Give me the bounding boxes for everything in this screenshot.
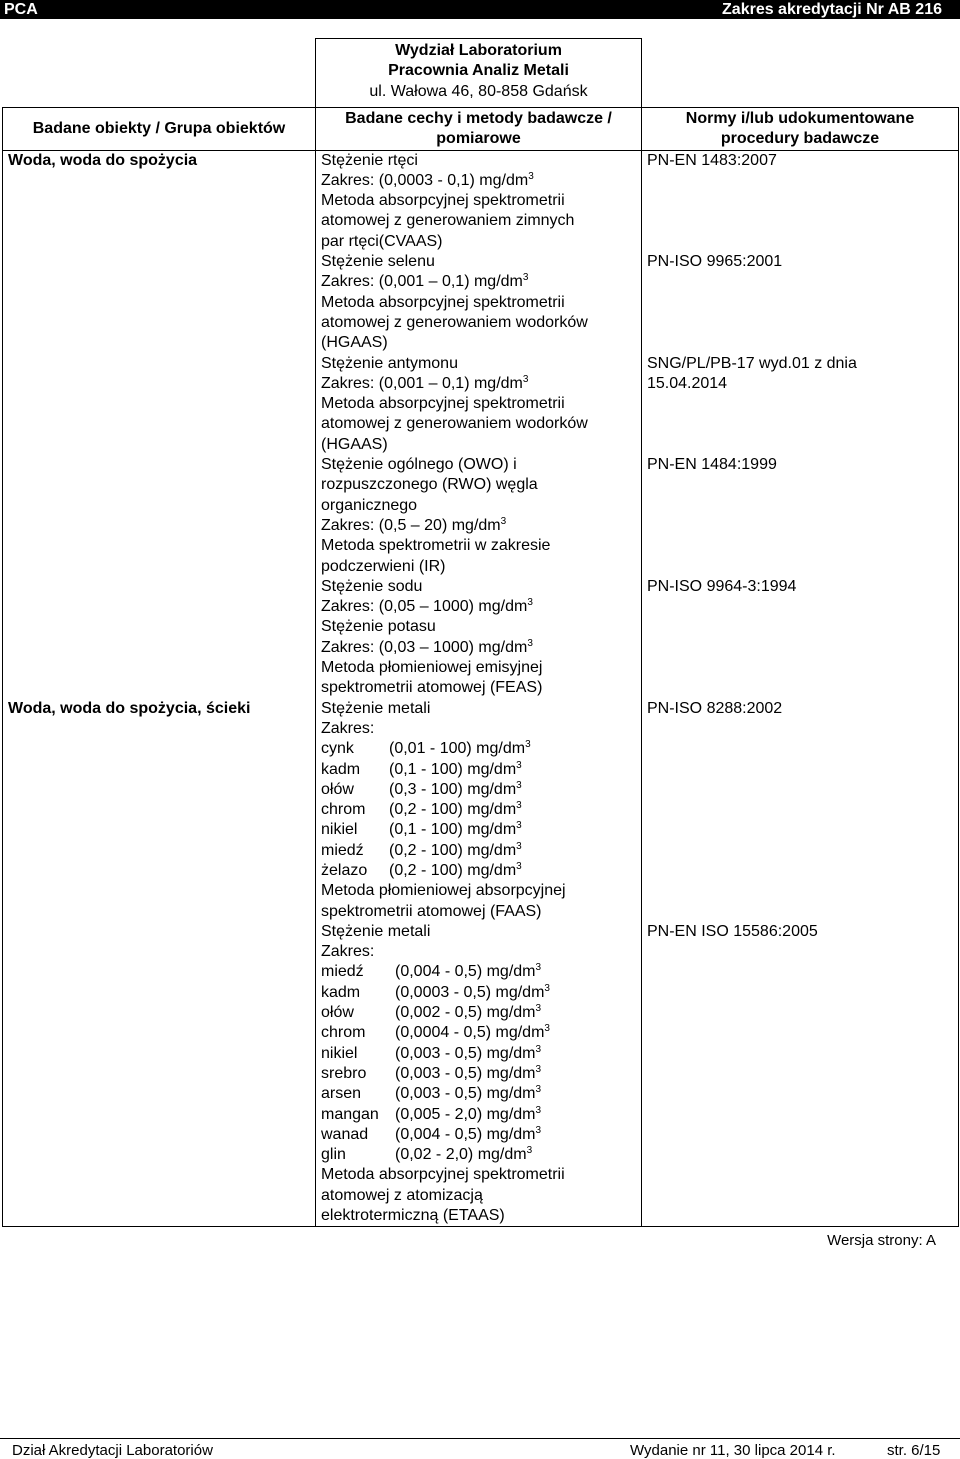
metal-range: (0,2 - 100) mg/dm — [389, 801, 517, 819]
metal-name: cynk — [321, 740, 354, 758]
col-objects-header: Badane obiekty / Grupa obiektów — [3, 108, 316, 151]
metal-range: (0,1 - 100) mg/dm — [389, 760, 517, 778]
metal-range: (0,3 - 100) mg/dm — [389, 780, 517, 798]
metal-row: arsen (0,003 - 0,5) $mg/dm^3$ — [321, 1084, 641, 1104]
lab-unit: Pracownia Analiz Metali — [388, 62, 569, 80]
metal-name: chrom — [321, 801, 366, 819]
metal-range: (0,003 - 0,5) mg/dm — [395, 1044, 536, 1062]
metal-name: mangan — [321, 1105, 379, 1123]
metals-list-faas — [321, 739, 641, 881]
norms-cell: PN-EN 1483:2007 PN-ISO 9965:2001 SNG/PL/PB-17 wyd.01 z dnia 15.04.2014 PN-EN 1484:1999 PN-ISO 9964-3:1994 — [642, 150, 959, 699]
accreditation-table — [2, 38, 959, 1227]
page-header-bar — [0, 0, 960, 19]
footer-right: str. 6/15 — [887, 1442, 941, 1459]
method-cell: Stężenie rtęci Zakres: (0,0003 - 0,1) $mg/dm^3$ Metoda absorpcyjnej spektrometrii atomowej z generowaniem zimnych par rtęci(CVAAS) Stężenie selenu Zakres: (0,001 – 0,1) $mg/dm^3$ Metoda absorpcyjnej spektrometrii atomowej z generowaniem wodorków (HGAAS) Stężenie antymonu Zakres: (0,001 – 0,1) $mg/dm^3$ Metoda absorpcyjnej spektrometrii atomowej z generowaniem wodorków (HGAAS) Stężenie ogólnego (OWO) i rozpuszczonego (RWO) węgla organicznego Zakres: (0,5 – 20) $mg/dm^3$ Metoda spektrometrii w zakresie podczerwieni (IR) Stężenie sodu Zakres: (0,05 – 1000) $mg/dm^3$ Stężenie potasu Zakres: (0,03 – 1000) $mg/dm^3$ Metoda płomieniowej emisyjnej spektrometrii atomowej (FEAS) — [316, 150, 642, 699]
metal-row: kadm (0,0003 - 0,5) $mg/dm^3$ — [321, 983, 641, 1003]
metal-name: wanad — [321, 1125, 369, 1143]
metal-row: srebro (0,003 - 0,5) $mg/dm^3$ — [321, 1064, 641, 1084]
metal-name: nikiel — [321, 821, 358, 839]
metal-name: srebro — [321, 1064, 367, 1082]
page-version: Wersja strony: A — [827, 1232, 936, 1249]
col-norms-header: Normy i/lub udokumentowane procedury badawcze — [642, 108, 959, 151]
metal-range: (0,004 - 0,5) mg/dm — [395, 1125, 536, 1143]
metal-name: ołów — [321, 1004, 354, 1022]
metal-range: (0,1 - 100) mg/dm — [389, 821, 517, 839]
footer-mid: Wydanie nr 11, 30 lipca 2014 r. — [630, 1442, 836, 1459]
metal-row: cynk (0,01 - 100) $mg/dm^3$ — [321, 739, 641, 759]
metal-range: (0,003 - 0,5) mg/dm — [395, 1064, 536, 1082]
metal-row: ołów (0,002 - 0,5) $mg/dm^3$ — [321, 1003, 641, 1023]
metal-row: nikiel (0,003 - 0,5) $mg/dm^3$ — [321, 1044, 641, 1064]
lab-address: ul. Wałowa 46, 80-858 Gdańsk — [369, 82, 588, 100]
metal-row: chrom (0,2 - 100) $mg/dm^3$ — [321, 800, 641, 820]
metal-range: (0,2 - 100) mg/dm — [389, 861, 517, 879]
metal-range: (0,005 - 2,0) mg/dm — [395, 1105, 536, 1123]
page-footer — [0, 1438, 960, 1459]
metal-range: (0,0004 - 0,5) mg/dm — [395, 1024, 545, 1042]
metals-list-etaas — [321, 962, 641, 1165]
metal-name: nikiel — [321, 1044, 358, 1062]
metal-row: kadm (0,1 - 100) $mg/dm^3$ — [321, 760, 641, 780]
group-water-waste: Woda, woda do spożycia, ścieki — [3, 699, 316, 1227]
metal-range: (0,003 - 0,5) mg/dm — [395, 1085, 536, 1103]
col-methods-header: Badane cechy i metody badawcze / pomiarowe — [316, 108, 642, 151]
group-water: Woda, woda do spożycia — [3, 150, 316, 699]
footer-left: Dział Akredytacji Laboratoriów — [12, 1442, 213, 1459]
metal-name: kadm — [321, 760, 361, 778]
metal-name: kadm — [321, 983, 361, 1001]
metal-range: (0,2 - 100) mg/dm — [389, 841, 517, 859]
metal-row: wanad (0,004 - 0,5) $mg/dm^3$ — [321, 1125, 641, 1145]
metal-row: nikiel (0,1 - 100) $mg/dm^3$ — [321, 820, 641, 840]
metal-name: glin — [321, 1146, 346, 1164]
metal-name: chrom — [321, 1024, 366, 1042]
metal-row: miedź (0,004 - 0,5) $mg/dm^3$ — [321, 962, 641, 982]
lab-name: Wydział Laboratorium — [395, 42, 562, 59]
metal-row: chrom (0,0004 - 0,5) $mg/dm^3$ — [321, 1023, 641, 1043]
lab-address-cell — [316, 39, 642, 108]
metal-range: (0,02 - 2,0) mg/dm — [395, 1146, 527, 1164]
metal-row: mangan (0,005 - 2,0) $mg/dm^3$ — [321, 1105, 641, 1125]
header-left: PCA — [4, 1, 38, 18]
metal-range: (0,002 - 0,5) mg/dm — [395, 1004, 536, 1022]
metals-norms-cell: PN-ISO 8288:2002 PN-EN ISO 15586:2005 — [642, 699, 959, 1227]
metal-range: (0,01 - 100) mg/dm — [389, 740, 526, 758]
header-right: Zakres akredytacji Nr AB 216 — [722, 1, 942, 18]
metal-row: żelazo (0,2 - 100) $mg/dm^3$ — [321, 861, 641, 881]
metal-range: (0,0003 - 0,5) mg/dm — [395, 983, 545, 1001]
metals-method-cell: Stężenie metali Zakres: cynk (0,01 - 100) $mg/dm^3$ kadm (0,1 - 100) $mg/dm^3$ ołów (0,3 - 100) $mg/dm^3$ chrom (0,2 - 100) $mg/dm^3$ nikiel (0,1 - 100) $mg/dm^3$ miedź (0,2 - 100) $mg/dm^3$ żelazo (0,2 - 100) $mg/dm^3$ Metoda płomieniowej absorpcyjnej spektrometrii atomowej (FAAS) Stężenie metali Zakres: miedź (0,004 - 0,5) $mg/dm^3$ kadm (0,0003 - 0,5) $mg/dm^3$ ołów (0,002 - 0,5) $mg/dm^3$ chrom (0,0004 - 0,5) $mg/dm^3$ nikiel (0,003 - 0,5) $mg/dm^3$ srebro (0,003 - 0,5) $mg/dm^3$ arsen (0,003 - 0,5) $mg/dm^3$ mangan (0,005 - 2,0) $mg/dm^3$ wanad (0,004 - 0,5) $mg/dm^3$ glin (0,02 - 2,0) $mg/dm^3$ Metoda absorpcyjnej spektrometrii atomowej z atomizacją elektrotermiczną (ETAAS) — [316, 699, 642, 1227]
metal-name: arsen — [321, 1085, 362, 1103]
metal-row: glin (0,02 - 2,0) $mg/dm^3$ — [321, 1145, 641, 1165]
metal-name: miedź — [321, 963, 364, 981]
metal-row: ołów (0,3 - 100) $mg/dm^3$ — [321, 780, 641, 800]
metal-range: (0,004 - 0,5) mg/dm — [395, 963, 536, 981]
metal-name: miedź — [321, 841, 364, 859]
metal-row: miedź (0,2 - 100) $mg/dm^3$ — [321, 841, 641, 861]
metal-name: ołów — [321, 780, 354, 798]
metal-name: żelazo — [321, 861, 368, 879]
